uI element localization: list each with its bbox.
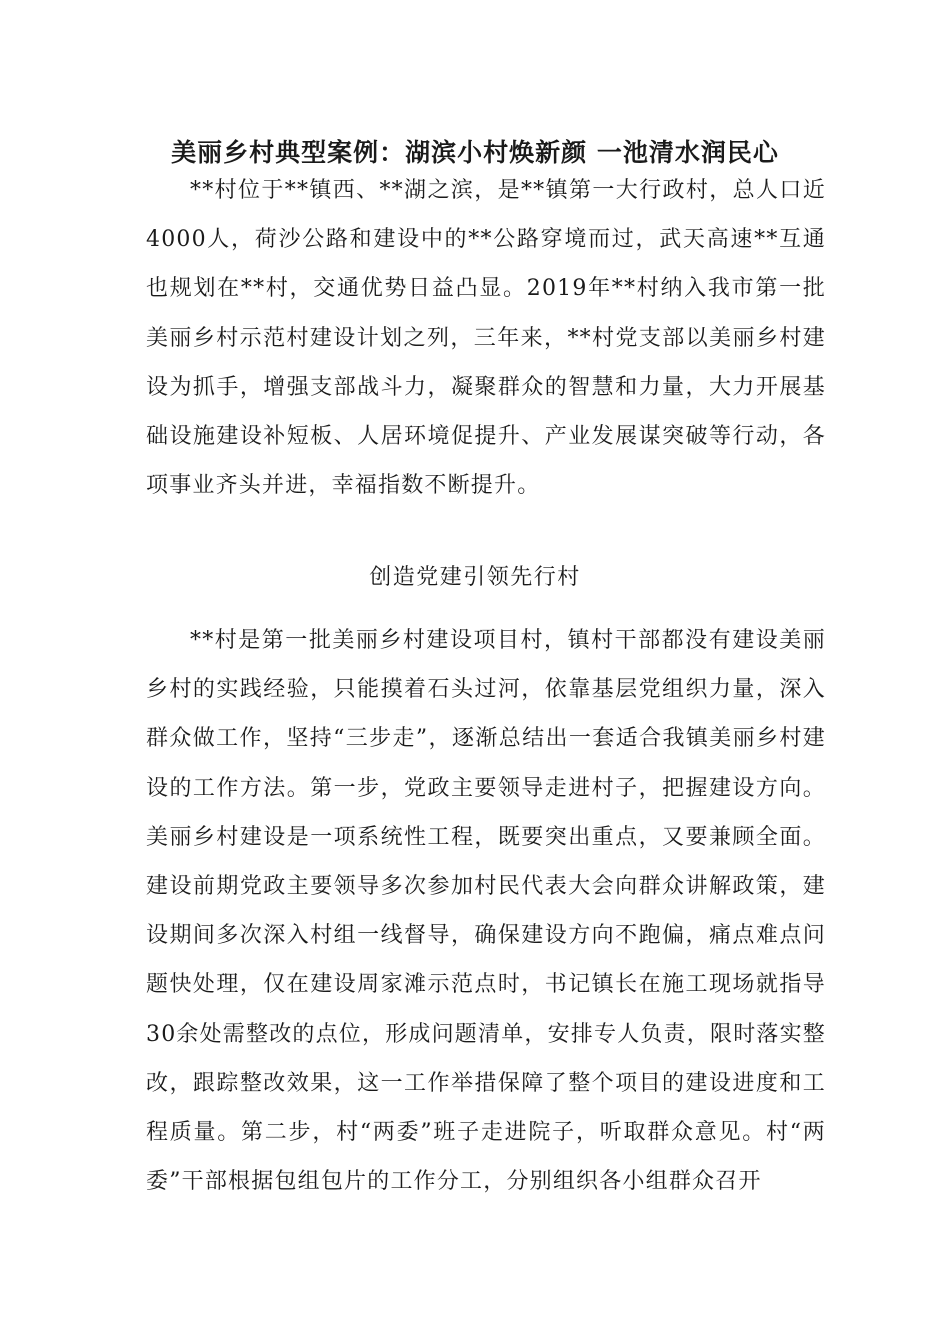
section-heading: 创造党建引领先行村 bbox=[369, 565, 581, 590]
document-title: 美丽乡村典型案例：湖滨小村焕新颜 一池清水润民心 bbox=[171, 138, 779, 167]
paragraph-section-body: **村是第一批美丽乡村建设项目村，镇村干部都没有建设美丽乡村的实践经验，只能摸着石头过河，依靠基层党组织力量，深入群众做工作，坚持“三步走”，逐渐总结出一套适合我镇美丽乡村建设的工作方法。第一步，党政主要领导走进村子，把握建设方向。美丽乡村建设是一项系统性工程，既要突出重点，又要兼顾全面。建设前期党政主要领导多次参加村民代表大会向群众讲解政策，建设期间多次深入村组一线督导，确保建设方向不跑偏，痛点难点问题快处理，仅在建设周家滩示范点时，书记镇长在施工现场就指导30余处需整改的点位，形成问题清单，安排专人负责，限时落实整改，跟踪整改效果，这一工作举措保障了整个项目的建设进度和工程质量。第二步，村“两委”班子走进院子，听取群众意见。村“两委”干部根据包组包片的工作分工，分别组织各小组群众召开 bbox=[146, 628, 826, 1195]
paragraph-intro: **村位于**镇西、**湖之滨，是**镇第一大行政村，总人口近4000人，荷沙公路和建设中的**公路穿境而过，武天高速**互通也规划在**村，交通优势日益凸显。2019年**村纳入我市第一批美丽乡村示范村建设计划之列，三年来，**村党支部以美丽乡村建设为抓手，增强支部战斗力，凝聚群众的智慧和力量，大力开展基础设施建设补短板、人居环境促提升、产业发展谋突破等行动，各项事业齐头并进，幸福指数不断提升。 bbox=[146, 178, 826, 499]
